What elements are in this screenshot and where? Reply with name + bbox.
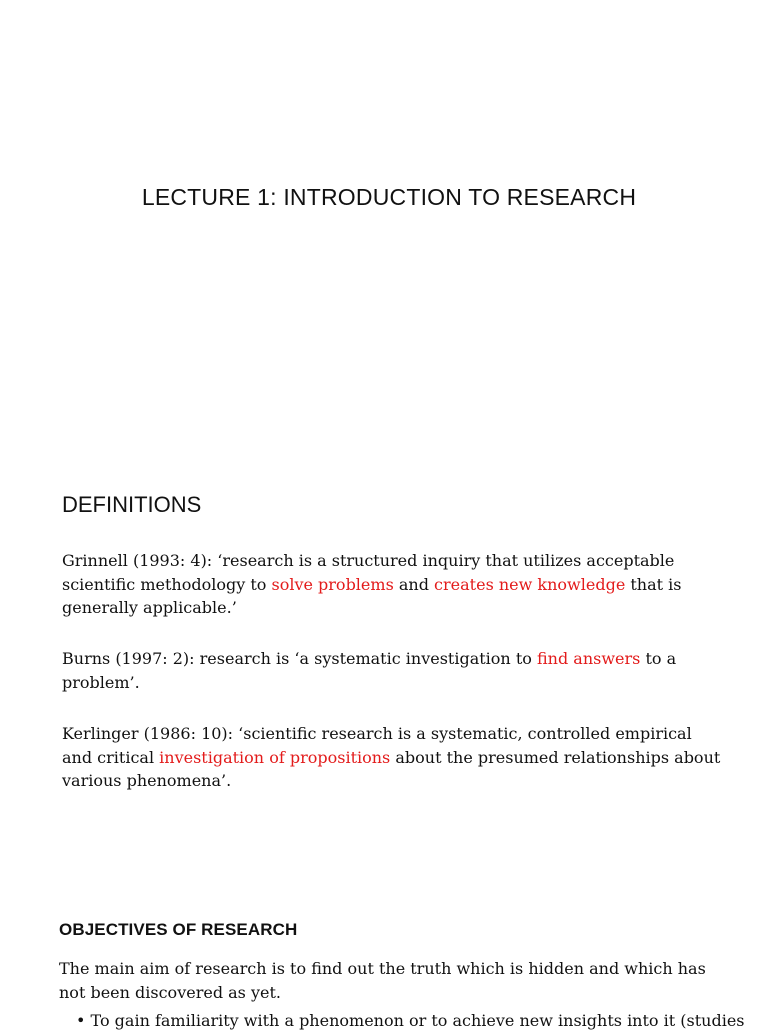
- definition-text: and: [393, 574, 435, 594]
- definition-text: Burns (1997: 2): research is ‘a systematic investigation to: [62, 649, 537, 668]
- objectives-bullet-item: • To gain familiarity with a phenomenon or to achieve new insights into it (studies: [76, 1011, 745, 1030]
- definition-kerlinger: [62, 722, 722, 793]
- highlight-creates-new-knowledge: creates new knowledge: [434, 574, 626, 594]
- highlight-find-answers: find answers: [536, 649, 641, 668]
- page-title: LECTURE 1: INTRODUCTION TO RESEARCH: [141, 184, 637, 210]
- definition-burns: [62, 647, 722, 694]
- highlight-solve-problems: solve problems: [271, 574, 394, 594]
- definitions-heading: DEFINITIONS: [62, 492, 202, 517]
- definition-text: that is generally applicable.’: [62, 574, 682, 617]
- highlight-investigation-of-propositions: investigation of propositions: [159, 747, 391, 767]
- definition-grinnell: [62, 549, 722, 620]
- definition-text: to a problem’.: [62, 649, 677, 692]
- objectives-heading: OBJECTIVES OF RESEARCH: [59, 920, 298, 939]
- definition-text: Grinnell (1993: 4): ‘research is a structured inquiry that utilizes acceptable scientific methodology to: [62, 551, 675, 594]
- objectives-intro: The main aim of research is to find out the truth which is hidden and which has not been discovered as yet.: [59, 959, 706, 1002]
- definition-text: about the presumed relationships about various phenomena’.: [62, 747, 721, 790]
- definition-text: Kerlinger (1986: 10): ‘scientific research is a systematic, controlled empirical and critical: [62, 724, 692, 767]
